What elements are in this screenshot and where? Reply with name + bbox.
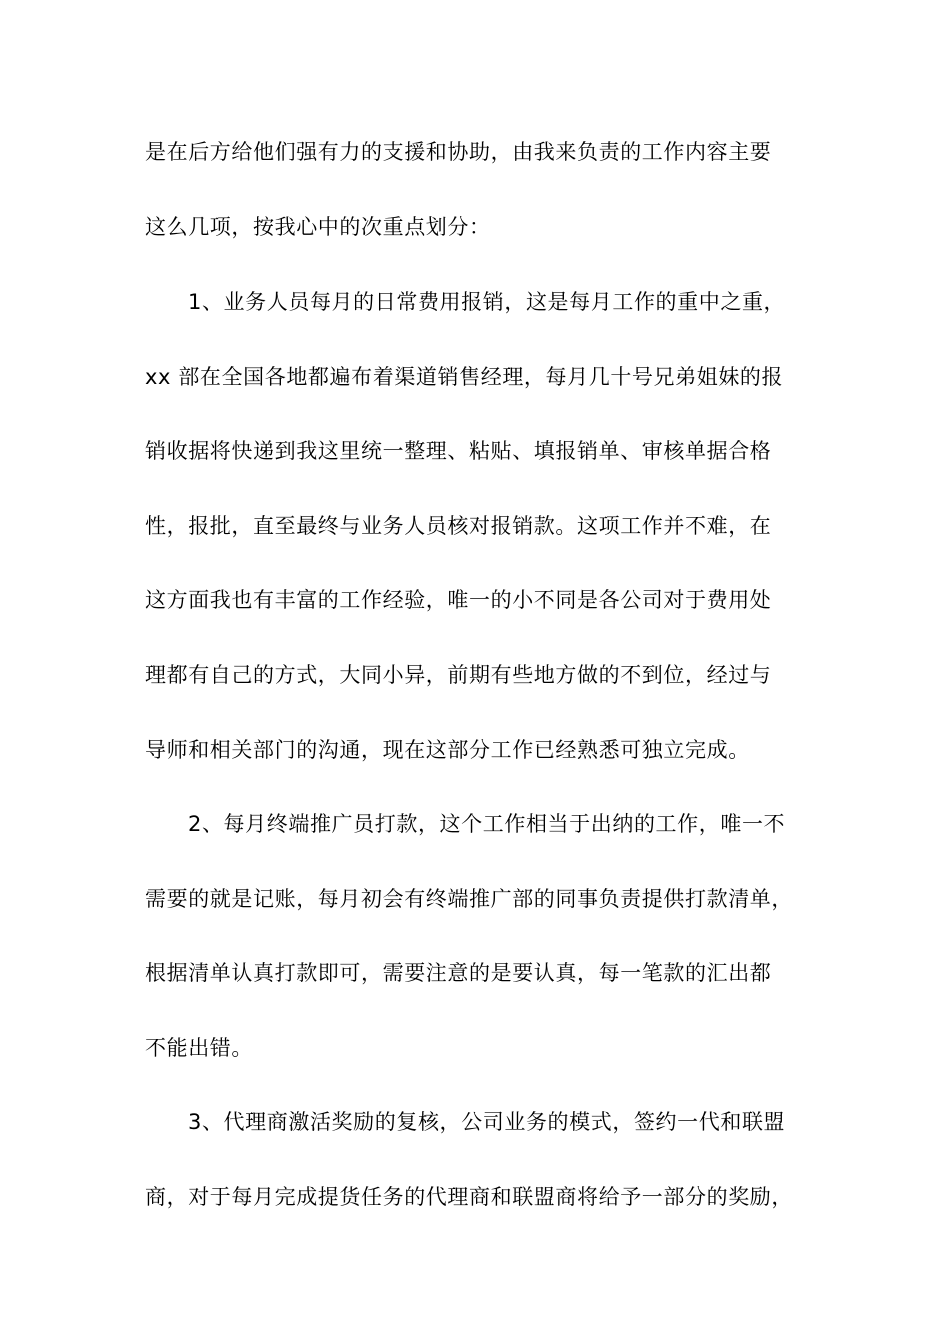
numbered-paragraph-start: 1、业务人员每月的日常费用报销，这是每月工作的重中之重， — [188, 290, 786, 314]
text-line: 销收据将快递到我这里统一整理、粘贴、填报销单、审核单据合格 — [145, 439, 772, 463]
text-line: 需要的就是记账，每月初会有终端推广部的同事负责提供打款清单， — [145, 887, 793, 911]
text-line: 不能出错。 — [145, 1036, 253, 1060]
text-line: 是在后方给他们强有力的支援和协助，由我来负责的工作内容主要 — [145, 140, 772, 164]
text-line: 商，对于每月完成提货任务的代理商和联盟商将给予一部分的奖励， — [145, 1185, 793, 1209]
text-line: 这么几项，按我心中的次重点划分： — [145, 215, 491, 239]
text-line: 根据清单认真打款即可，需要注意的是要认真，每一笔款的汇出都 — [145, 961, 772, 985]
text-line: 理都有自己的方式，大同小异，前期有些地方做的不到位，经过与 — [145, 663, 772, 687]
text-line: xx 部在全国各地都遍布着渠道销售经理，每月几十号兄弟姐妹的报 — [145, 365, 784, 389]
text-line: 导师和相关部门的沟通，现在这部分工作已经熟悉可独立完成。 — [145, 738, 750, 762]
numbered-paragraph-start: 2、每月终端推广员打款，这个工作相当于出纳的工作，唯一不 — [188, 812, 786, 836]
text-line: 这方面我也有丰富的工作经验，唯一的小不同是各公司对于费用处 — [145, 588, 772, 612]
numbered-paragraph-start: 3、代理商激活奖励的复核，公司业务的模式，签约一代和联盟 — [188, 1110, 786, 1134]
text-line: 性，报批，直至最终与业务人员核对报销款。这项工作并不难，在 — [145, 514, 772, 538]
